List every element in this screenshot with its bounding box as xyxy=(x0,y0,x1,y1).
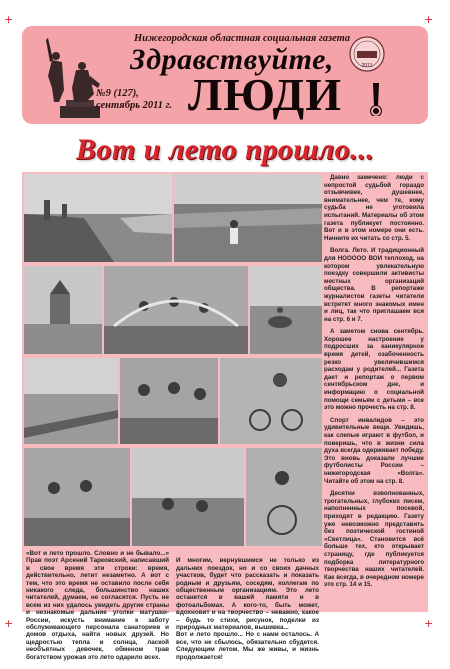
editorial-column-right xyxy=(176,550,319,669)
newspaper-subtitle: Нижегородская областная социальная газета xyxy=(133,33,351,44)
crop-mark-top-left: + xyxy=(4,13,14,26)
teaser-paragraph: Спорт инвалидов – это удивительные вещи. Увидишь, как слепые играют в футбол, и поверишь, что в жизни сила духа всегда одерживает победу. Это вновь доказали лучшие футболисты России – нижегородская «Волга». Читайте об этом на стр. 8. xyxy=(324,416,424,485)
photo-boat-deck xyxy=(24,448,130,546)
photo-riverside-church xyxy=(24,266,102,354)
photo-outdoor-gathering xyxy=(132,448,244,546)
teaser-paragraph: Давно замечено: люди с непростой судьбой гораздо отзывчивее, душевнее, внимательнее, чем те, кому судьба не уготовила испытаний. Материалы об этом газета публикует постоянно. Вот и в этом номере они есть. Начните их читать со стр. 5. xyxy=(324,174,424,242)
main-headline: Вот и лето прошло... xyxy=(75,133,375,166)
crop-mark-bottom-left: + xyxy=(4,617,14,630)
crop-mark-bottom-right: + xyxy=(424,617,434,630)
newspaper-title-line1: Здравствуйте, xyxy=(130,43,334,76)
content-area xyxy=(22,172,428,661)
teaser-paragraph: Десятки взволнованных, трогательных, глубоких писем, наполненных посевой, приходят в редакцию. Газету уже невозможно представить без поэтической гостиной «Светлица». Становится всё больше тех, кто открывает страницу, где публикуется подборка литературного творчества наших читателей. Как всегда, в очередном номере это стр. 14 и 15. xyxy=(324,490,424,589)
photo-children-at-fountain xyxy=(104,266,248,354)
newspaper-page xyxy=(22,26,428,661)
photo-river-pier xyxy=(24,358,118,444)
issue-date: сентябрь 2011 г. xyxy=(96,100,173,111)
newspaper-title-line2: ЛЮДИ xyxy=(188,69,343,120)
right-column-teasers xyxy=(324,174,424,594)
exclamation-icon xyxy=(366,82,386,116)
issue-number: №9 (127), xyxy=(96,88,139,99)
editorial-text: «Вот и лето прошло. Словно и не бывало...» Прав поэт Арсений Тарковский, написавший в свое время эти строки: время, действительно, летит незаметно. А вот с тем, что это время не оставило после себя никакого следа, большинство наших читателей, думаем, не согласятся. Пусть не всем из них удалось увидеть другие страны и незнакомые дальние уголки матушки-России, искусть внимание к заботу обслуживающего персонала санаториев и домов отдыха, найти новых друзей. Но щедростью тепла и солнца, лаской необъятных девочек, обменом трав богатством урожая это лето одарило всех. xyxy=(26,550,169,661)
award-seal-icon xyxy=(348,35,386,73)
photo-wheelchair-basketball xyxy=(220,358,322,444)
editorial-column-left xyxy=(26,550,169,661)
photo-wheelchair-users xyxy=(246,448,322,546)
photo-girl-in-field xyxy=(174,174,322,262)
editorial-text: И многим, вернувшимся не только из дальних поездок, но и со своих дачных участков, будет что рассказать и показать родным и друзьям, соседям, коллегам по общественным организациям. Это лето останется в вашей памяти и в фотоальбомах. А кого-то, быть может, вдохновит и на творчество – неважно, какое – будь то стихи, рисунок, поделки из природных материалов, вышивка... Вот и лето прошло... Но с нами осталось. А все, что не сбылось, обязательно сбудется. Следующим летом. Мы же живы, и жизнь продолжается! xyxy=(176,557,319,661)
photo-horse-riders xyxy=(250,266,322,354)
photo-kremlin-riverbank xyxy=(24,174,172,262)
issue-info xyxy=(96,88,172,112)
masthead xyxy=(22,26,428,124)
seal-year: 2011 xyxy=(361,63,373,69)
teaser-paragraph: Волга. Лето. И традиционный для НООООО ВОИ теплоход, на котором увлекательную поездку совершили активисты местных организаций общества. В репортаже журналистов газеты читатели встретят много знакомых имен и лиц, так что приглашаем вся на стр. 6 и 7. xyxy=(324,247,424,323)
photo-group-activities xyxy=(120,358,218,444)
teaser-paragraph: А заметом снова сентябрь. Хорошее настроение у подросших за каникулярное время детей, озабоченность резко увеличившимся расходам у родителей... Газета дает и репортаж о первом сентябрьском дне, и информацию о социальной помощи семьям с детьми – все это можно прочесть на стр. 8. xyxy=(324,328,424,412)
crop-mark-top-right: + xyxy=(424,13,434,26)
